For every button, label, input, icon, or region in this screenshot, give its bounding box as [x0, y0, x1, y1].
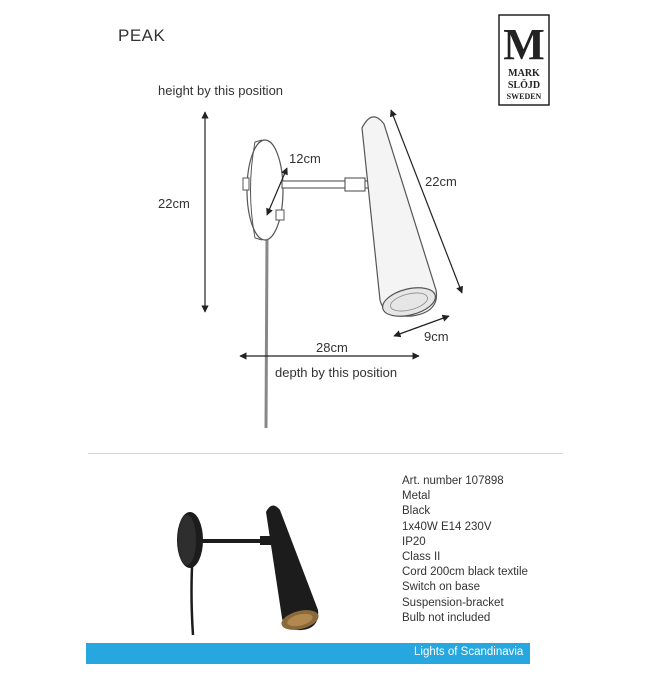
logo-mark: MARK [508, 68, 540, 79]
spec-item: 1x40W E14 230V [402, 520, 492, 533]
cord-line [266, 238, 267, 428]
logo-slojd: SLÖJD [507, 80, 541, 91]
spec-list [402, 474, 528, 626]
height-caption: height by this position [158, 83, 284, 98]
spec-item: IP20 [402, 535, 426, 548]
spec-item: Class II [402, 551, 441, 564]
product-photo [160, 490, 360, 640]
height-label: 22cm [158, 196, 190, 211]
footer-text: Lights of Scandinavia [414, 646, 524, 658]
logo-sweden: SWEDEN [506, 92, 542, 101]
shade-diameter-label: 9cm [424, 329, 449, 344]
logo-m: M [503, 20, 545, 69]
spec-item: Cord 200cm black textile [402, 566, 528, 579]
depth-caption: depth by this position [275, 365, 398, 380]
spec-item: Black [402, 505, 431, 518]
spec-item: Metal [402, 490, 431, 503]
spec-item: Switch on base [402, 581, 480, 594]
shade-length-label: 22cm [425, 174, 457, 189]
spec-item: Suspension-bracket [402, 596, 504, 609]
footer-bar [86, 643, 530, 664]
section-divider [88, 453, 563, 454]
depth-label: 28cm [316, 340, 348, 355]
shade-outline [362, 117, 437, 316]
spec-item: Bulb not included [402, 611, 491, 624]
spec-item: Art. number 107898 [402, 475, 504, 487]
plate-label: 12cm [289, 151, 321, 166]
product-title: PEAK [118, 26, 166, 45]
